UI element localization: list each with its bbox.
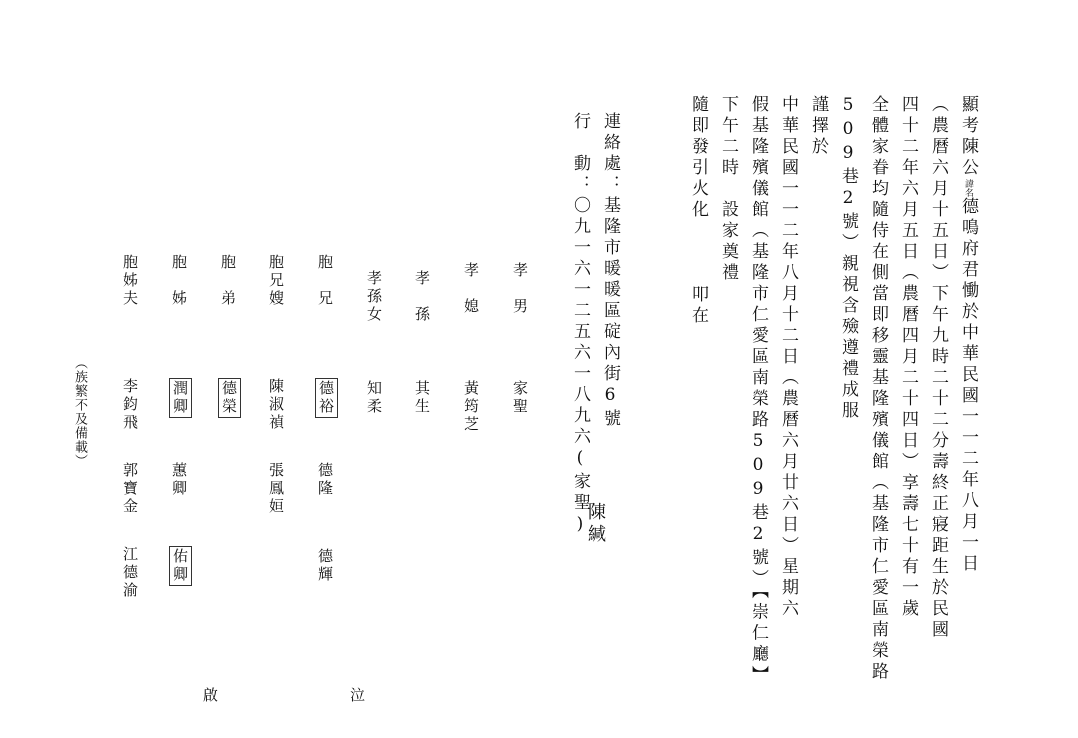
obituary-line-8: 假基隆殯儀館（基隆市仁愛區南榮路509巷2號）【崇仁廳】 [748, 95, 768, 687]
footer-note: （族繁不及備載） [72, 356, 87, 468]
family-name-7-2: 佑卿 [169, 546, 192, 586]
family-rel-7: 胞 姊 [170, 254, 188, 308]
family-name-1-0: 黃筠芝 [462, 380, 480, 434]
footer-weep: 泣 [350, 686, 366, 704]
obituary-line-4: 全體家眷均隨侍在側當即移靈基隆殯儀館（基隆市仁愛區南榮路 [868, 95, 888, 683]
signer: 陳緘 [585, 502, 606, 546]
family-rel-3: 孝孫女 [365, 270, 383, 324]
obituary-line-6: 謹擇於 [808, 95, 828, 158]
obituary-line-5: 509巷2號）親視含殮遵禮成服 [838, 95, 858, 422]
obituary-line-2: （農曆六月十五日）下午九時二十二分壽終正寢距生於民國 [928, 95, 948, 641]
family-rel-4: 胞 兄 [316, 254, 334, 308]
family-name-4-1: 德隆 [316, 462, 334, 498]
family-rel-6: 胞 弟 [219, 254, 237, 308]
family-name-8-0: 李鈞飛 [121, 378, 139, 432]
obituary-line-1: 顯考陳公諱名德鳴府君慟於中華民國一一二年八月一日 [958, 95, 978, 575]
obituary-line-10b: 叩在 [688, 285, 708, 327]
obituary-line-9: 下午二時 [718, 95, 738, 179]
family-rel-0: 孝 男 [511, 262, 529, 316]
family-rel-1: 孝 媳 [462, 262, 480, 316]
family-name-6-0: 德榮 [218, 378, 241, 418]
family-name-4-0: 德裕 [315, 378, 338, 418]
family-name-8-1: 郭寶金 [121, 462, 139, 516]
family-name-7-0: 潤卿 [169, 378, 192, 418]
obituary-line-7: 中華民國一一二年八月十二日（農曆六月廿六日）星期六 [778, 95, 798, 620]
family-name-5-0: 陳淑禎 [267, 378, 285, 432]
obituary-line-3: 四十二年六月五日（農曆四月二十四日）享壽七十有一歲 [898, 95, 918, 620]
obituary-line-10: 隨即發引火化 [688, 95, 708, 221]
family-name-0-0: 家聖 [511, 380, 529, 416]
family-name-8-2: 江德渝 [121, 546, 139, 600]
family-rel-5: 胞兄嫂 [267, 254, 285, 308]
footer-announce: 啟 [203, 686, 219, 704]
family-rel-8: 胞姊夫 [121, 254, 139, 308]
obituary-line-9b: 設家奠禮 [718, 200, 738, 284]
family-name-3-0: 知柔 [365, 380, 383, 416]
family-name-7-1: 蕙卿 [170, 462, 188, 498]
family-name-4-2: 德輝 [316, 548, 334, 584]
family-name-2-0: 其生 [413, 380, 431, 416]
family-rel-2: 孝 孫 [413, 270, 431, 324]
contact-phone: 行 動：〇九一六一二五六一八九六(家聖) [570, 112, 590, 538]
family-name-5-1: 張鳳姮 [267, 462, 285, 516]
contact-address: 連絡處：基隆市暖暖區碇內街6號 [600, 112, 620, 430]
